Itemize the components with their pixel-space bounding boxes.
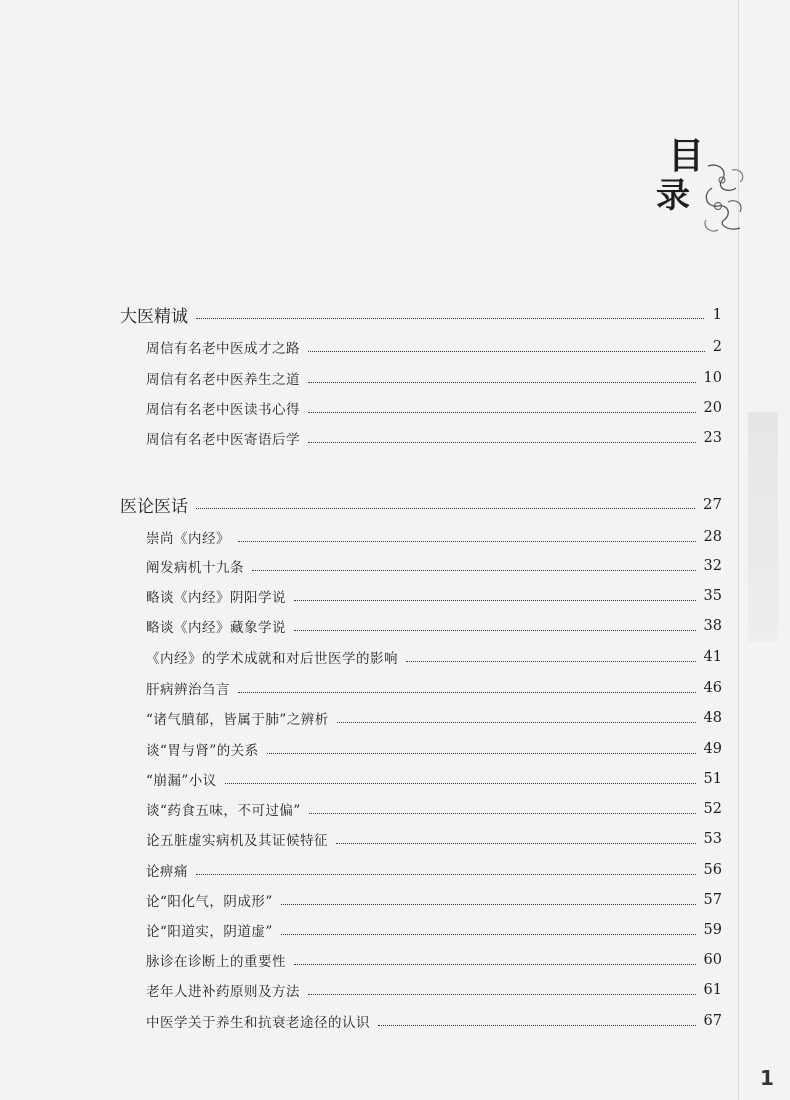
- leader-dots: [406, 660, 696, 662]
- toc-entry[interactable]: [0, 796, 790, 822]
- toc-entry[interactable]: [0, 365, 790, 391]
- leader-dots: [196, 873, 696, 875]
- entry-page-number: 53: [703, 831, 722, 847]
- toc-entry[interactable]: [0, 675, 790, 701]
- entry-page-number: 60: [703, 952, 722, 968]
- entry-page-number: 57: [703, 892, 722, 908]
- toc-entry[interactable]: [0, 705, 790, 731]
- heading-char-lu: 录: [656, 176, 690, 216]
- leader-dots: [308, 411, 696, 413]
- leader-dots: [281, 903, 696, 905]
- leader-dots: [294, 963, 696, 965]
- toc-entry[interactable]: [0, 1008, 790, 1034]
- toc-entry[interactable]: [0, 947, 790, 973]
- toc-entry[interactable]: [0, 395, 790, 421]
- entry-title: 略谈《内经》阴阳学说: [146, 590, 286, 606]
- entry-page-number: 32: [703, 558, 722, 574]
- toc-section-yilun[interactable]: [0, 491, 790, 517]
- entry-title: 论痹痛: [146, 864, 188, 880]
- entry-page-number: 23: [703, 430, 722, 446]
- section-title: 大医精诚: [120, 306, 188, 327]
- entry-title: 脉诊在诊断上的重要性: [146, 954, 286, 970]
- entry-title: 老年人进补药原则及方法: [146, 984, 300, 1000]
- leader-dots: [267, 752, 696, 754]
- leader-dots: [238, 691, 696, 693]
- leader-dots: [294, 629, 696, 631]
- page-number: 1: [760, 1066, 774, 1090]
- leader-dots: [225, 782, 696, 784]
- leader-dots: [308, 350, 705, 352]
- toc-entry[interactable]: [0, 736, 790, 762]
- toc-entry[interactable]: [0, 644, 790, 670]
- entry-page-number: 28: [703, 529, 722, 545]
- entry-title: 阐发病机十九条: [146, 560, 244, 576]
- leader-dots: [196, 507, 695, 509]
- section-page-number: 1: [712, 305, 722, 323]
- leader-dots: [336, 842, 696, 844]
- entry-title: 论“阳化气，阴成形”: [146, 894, 273, 910]
- entry-page-number: 49: [703, 741, 722, 757]
- entry-page-number: 51: [703, 771, 722, 787]
- leader-dots: [337, 721, 696, 723]
- leader-dots: [294, 599, 696, 601]
- toc-entry[interactable]: [0, 583, 790, 609]
- section-page-number: 27: [702, 495, 722, 513]
- toc-entry[interactable]: [0, 887, 790, 913]
- entry-title: “诸气膹郁，皆属于肺”之辨析: [146, 712, 329, 728]
- entry-title: 中医学关于养生和抗衰老途径的认识: [146, 1015, 370, 1031]
- entry-page-number: 59: [703, 922, 722, 938]
- toc-entry[interactable]: [0, 334, 790, 360]
- entry-page-number: 56: [703, 862, 722, 878]
- entry-page-number: 41: [703, 649, 722, 665]
- leader-dots: [196, 317, 704, 319]
- toc-entry[interactable]: [0, 766, 790, 792]
- entry-title: 论五脏虚实病机及其证候特征: [146, 833, 328, 849]
- toc-entry[interactable]: [0, 613, 790, 639]
- toc-entry[interactable]: [0, 826, 790, 852]
- entry-page-number: 52: [703, 801, 722, 817]
- entry-title: 肝病辨治刍言: [146, 682, 230, 698]
- entry-title: “崩漏”小议: [146, 773, 217, 789]
- heading-char-mu: 目: [668, 135, 707, 177]
- entry-title: 《内经》的学术成就和对后世医学的影响: [146, 651, 398, 667]
- entry-page-number: 35: [703, 588, 722, 604]
- entry-title: 谈“胃与肾”的关系: [146, 743, 259, 759]
- entry-page-number: 2: [712, 339, 722, 355]
- entry-page-number: 67: [703, 1013, 722, 1029]
- toc-entry[interactable]: [0, 977, 790, 1003]
- leader-dots: [252, 569, 696, 571]
- leader-dots: [308, 993, 696, 995]
- toc-section-dayi[interactable]: [0, 301, 790, 327]
- toc-entry[interactable]: [0, 425, 790, 451]
- leader-dots: [281, 933, 696, 935]
- entry-page-number: 46: [703, 680, 722, 696]
- toc-entry[interactable]: [0, 524, 790, 550]
- entry-title: 略谈《内经》藏象学说: [146, 620, 286, 636]
- leader-dots: [308, 441, 696, 443]
- toc-entry[interactable]: [0, 857, 790, 883]
- leader-dots: [308, 381, 696, 383]
- leader-dots: [238, 540, 696, 542]
- entry-page-number: 10: [703, 370, 722, 386]
- entry-title: 周信有名老中医养生之道: [146, 372, 300, 388]
- entry-title: 谈“药食五味，不可过偏”: [146, 803, 301, 819]
- entry-page-number: 61: [703, 982, 722, 998]
- entry-title: 崇尚《内经》: [146, 531, 230, 547]
- entry-title: 论“阳道实，阴道虚”: [146, 924, 273, 940]
- entry-page-number: 20: [703, 400, 722, 416]
- entry-title: 周信有名老中医寄语后学: [146, 432, 300, 448]
- section-title: 医论医话: [120, 496, 188, 517]
- leader-dots: [309, 812, 696, 814]
- entry-page-number: 48: [703, 710, 722, 726]
- entry-page-number: 38: [703, 618, 722, 634]
- entry-title: 周信有名老中医读书心得: [146, 402, 300, 418]
- entry-title: 周信有名老中医成才之路: [146, 341, 300, 357]
- leader-dots: [378, 1024, 696, 1026]
- toc-entry[interactable]: [0, 917, 790, 943]
- toc-entry[interactable]: [0, 553, 790, 579]
